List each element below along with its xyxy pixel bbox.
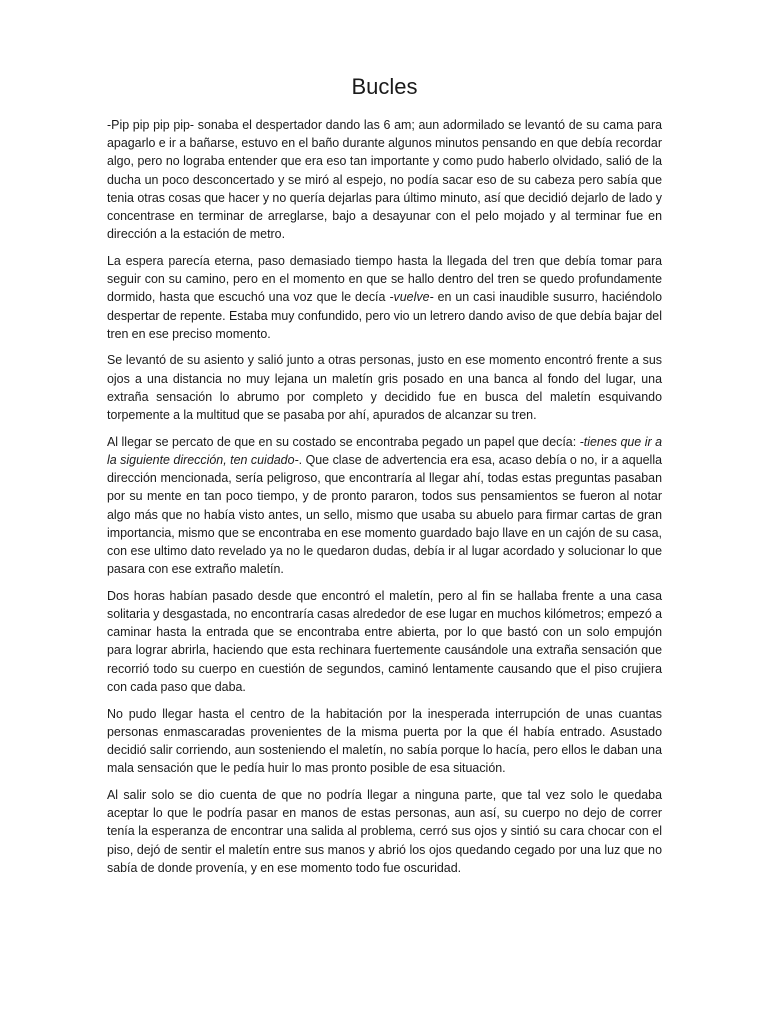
paragraph-2: [107, 252, 662, 343]
text-run: Dos horas habían pasado desde que encontró el maletín, pero al fin se hallaba frente a una casa solitaria y desgastada, no encontraría casas alrededor de ese lugar en muchos kilómetros; empezó a caminar hasta la entrada que se encontraba entre abierta, por lo que bastó con un solo empujón para lograr abrirla, haciendo que esta rechinara fuertemente causándole una extraña sensación que recorrió todo su cuerpo en cuestión de segundos, caminó lentamente causando que el piso crujiera con cada paso que daba.: [107, 588, 662, 694]
text-run: Al llegar se percato de que en su costado se encontraba pegado un papel que decía:: [107, 434, 580, 449]
document-page: [107, 72, 662, 885]
italic-run: -vuelve-: [389, 290, 434, 305]
text-run: Al salir solo se dio cuenta de que no podría llegar a ninguna parte, que tal vez solo le quedaba aceptar lo que le podría pasar en manos de estas personas, aun así, su cuerpo no dejo de correr tenía la esperanza de encontrar una salida al problema, cerró sus ojos y sintió su cara chocar con el piso, dejó de sentir el maletín entre sus manos y abrió los ojos quedando cegado por una luz que no sabía de donde provenía, y en ese momento todo fue oscuridad.: [107, 787, 662, 875]
text-run: . Que clase de advertencia era esa, acaso debía o no, ir a aquella dirección mencionada, sería peligroso, que encontraría al llegar ahí, todas estas preguntas pasaban por su mente en tan poco tiempo, y de pronto pararon, todos sus pensamientos se fueron al notar algo más que no había visto antes, un sello, mismo que usaba su abuelo para firmar cartas de gran importancia, mismo que se encontraba en ese momento guardado bajo llave en un cajón de su casa, con ese ultimo dato revelado ya no le quedaron dudas, debía ir al lugar acordado y solucionar lo que pasara con ese extraño maletín.: [107, 452, 662, 577]
paragraph-3: [107, 351, 662, 424]
italic-run: -tienes que ir a la siguiente dirección, ten cuidado-: [107, 434, 662, 467]
paragraph-7: [107, 786, 662, 877]
paragraph-4: [107, 433, 662, 579]
document-title: Bucles: [351, 74, 418, 99]
text-run: La espera parecía eterna, paso demasiado tiempo hasta la llegada del tren que debía tomar para seguir con su camino, pero en el momento en que se hallo dentro del tren se quedo profundamente dormido, hasta que escuchó una voz que le decía: [107, 253, 662, 305]
paragraph-1: [107, 116, 662, 243]
text-run: en un casi inaudible susurro, haciéndolo despertar de repente. Estaba muy confundido, pero vio un letrero dando aviso de que debía bajar del tren en ese preciso momento.: [107, 290, 662, 341]
document-body: [107, 116, 662, 877]
text-run: -Pip pip pip pip- sonaba el despertador dando las 6 am; aun adormilado se levantó de su cama para apagarlo e ir a bañarse, estuvo en el baño durante algunos minutos pensando en que debía recordar algo, pero no lograba entender que era eso tan importante y como pudo haberlo olvidado, salió de la ducha un poco desconcertado y se miró al espejo, no podía sacar eso de su cabeza pero sabía que tenia otras cosas que hacer y no quería dejarlas para último minuto, así que decidió dejarlo de lado y concentrase en terminar de arreglarse, bajo a desayunar con el pelo mojado y al terminar fue en dirección a la estación de metro.: [107, 118, 662, 242]
text-run: Se levantó de su asiento y salió junto a otras personas, justo en ese momento encontró frente a sus ojos a una distancia no muy lejana un maletín gris posado en una banca al fondo del lugar, una extraña sensación lo abrumo por completo y decidido fue en busca del maletín esquivando torpemente a la multitud que se pasaba por ahí, apurados de alcanzar su tren.: [107, 353, 662, 423]
text-run: No pudo llegar hasta el centro de la habitación por la inesperada interrupción de unas cuantas personas enmascaradas provenientes de la misma puerta por la que él había entrado. Asustado decidió salir corriendo, aun sosteniendo el maletín, no sabía porque lo hacía, pero ellos le daban una mala sensación que le pedía huir lo mas pronto posible de esa situación.: [107, 706, 662, 776]
paragraph-6: [107, 705, 662, 778]
paragraph-5: [107, 587, 662, 696]
